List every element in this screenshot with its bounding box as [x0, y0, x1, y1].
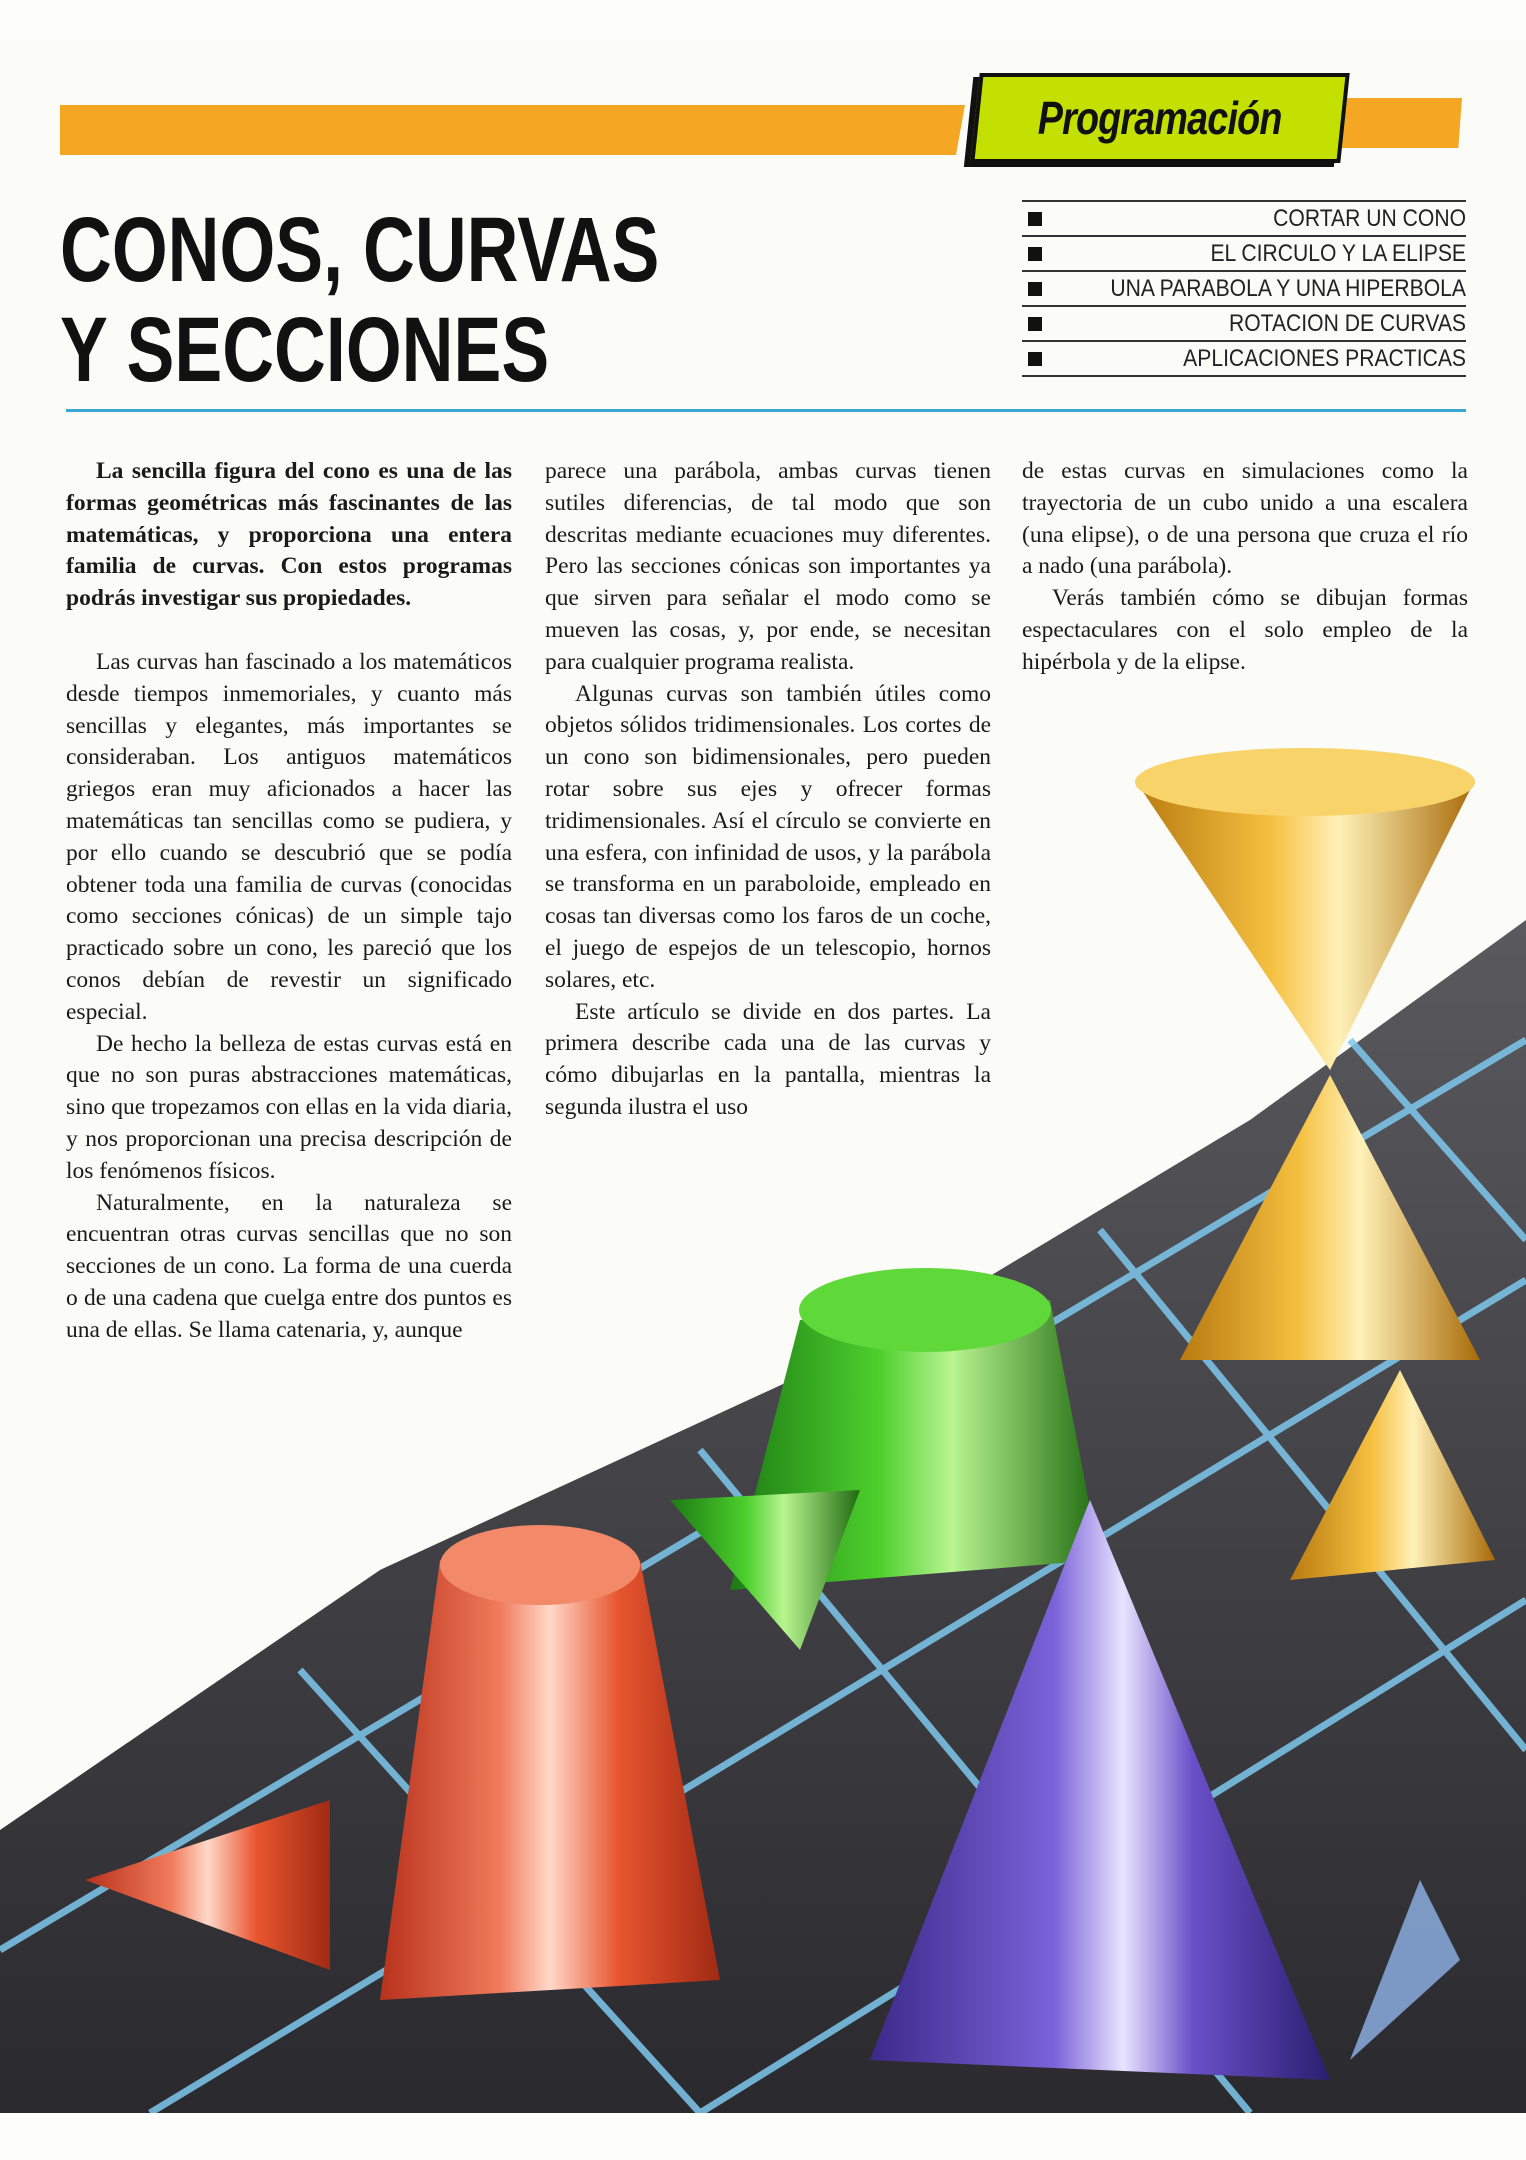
body-paragraph: parece una parábola, ambas curvas tienen sutiles diferencias, de tal modo que son descritas mediante ecuaciones muy diferentes. Pero las secciones cónicas son importantes ya que sirven para señalar el modo como se mueven las cosas, y, por ende, se necesitan para cualquier programa realista.	[545, 458, 991, 675]
body-paragraph: Verás también cómo se dibujan formas espectaculares con el solo empleo de la hipérbola y de la elipse.	[1022, 585, 1468, 675]
title-line-2: Y SECCIONES	[60, 299, 550, 401]
article-title	[60, 200, 659, 400]
body-paragraph: Las curvas han fascinado a los matemáticos desde tiempos inmemoriales, y cuanto más sencillas y elegantes, más importantes se consideraban. Los antiguos matemáticos griegos eran muy aficionados a hacer las matemáticas tan sencillas como se pudiera, y por ello cuando se descubrió que se podía obtener toda una familia de curvas (conocidas como secciones cónicas) de un simple tajo practicado sobre un cono, les pareció que los conos debían de revestir un significado especial.	[66, 648, 512, 1025]
lead-paragraph: La sencilla figura del cono es una de las formas geométricas más fascinantes de las matemáticas, y proporciona una entera familia de curvas. Con estos programas podrás investigar sus propiedades.	[66, 458, 512, 612]
bullet-square-icon	[1028, 282, 1042, 296]
bullet-square-icon	[1028, 247, 1042, 261]
title-line-1: CONOS, CURVAS	[60, 199, 660, 301]
contents-item: UNA PARABOLA Y UNA HIPERBOLA	[1022, 270, 1466, 305]
body-paragraph: Algunas curvas son también útiles como objetos sólidos tridimensionales. Los cortes de un cono son bidimensionales, pero pueden rotar sobre sus ejes y ofrecer formas tridimensionales. Así el círculo se convierte en una esfera, con infinidad de usos, y la parábola se transforma en un paraboloide, empleado en cosas tan diversas como los faros de un coche, el juego de espejos de un telescopio, hornos solares, etc.	[545, 680, 991, 993]
contents-item: ROTACION DE CURVAS	[1022, 305, 1466, 340]
body-paragraph: Naturalmente, en la naturaleza se encuentran otras curvas sencillas que no son secciones de un cono. La forma de una cuerda o de una cadena que cuelga entre dos puntos es una de ellas. Se llama catenaria, y, aunque	[66, 1189, 512, 1343]
body-paragraph: de estas curvas en simulaciones como la trayectoria de un cubo unido a una escalera (una elipse), o de una persona que cruza el río a nado (una parábola).	[1022, 458, 1468, 580]
bullet-square-icon	[1028, 352, 1042, 366]
contents-item: CORTAR UN CONO	[1022, 200, 1466, 235]
body-paragraph: De hecho la belleza de estas curvas está en que no son puras abstracciones matemáticas, sino que tropezamos con ellas en la vida diaria, y nos proporcionan una precisa descripción de los fenómenos físicos.	[66, 1030, 512, 1184]
header-orange-bar-right	[1338, 98, 1462, 148]
article-column-1	[66, 456, 512, 1347]
bullet-square-icon	[1028, 317, 1042, 331]
contents-item: APLICACIONES PRACTICAS	[1022, 340, 1466, 377]
contents-item: EL CIRCULO Y LA ELIPSE	[1022, 235, 1466, 270]
body-paragraph: Este artículo se divide en dos partes. La primera describe cada una de las curvas y cómo dibujarlas en la pantalla, mientras la segunda ilustra el uso	[545, 998, 991, 1120]
article-column-3	[1022, 456, 1468, 679]
section-label: Programación	[1038, 92, 1282, 144]
contents-list	[1022, 200, 1466, 377]
bullet-square-icon	[1028, 212, 1042, 226]
section-badge	[970, 73, 1349, 163]
header-orange-bar	[60, 105, 965, 155]
title-divider	[66, 409, 1466, 412]
article-column-2	[545, 456, 991, 1124]
